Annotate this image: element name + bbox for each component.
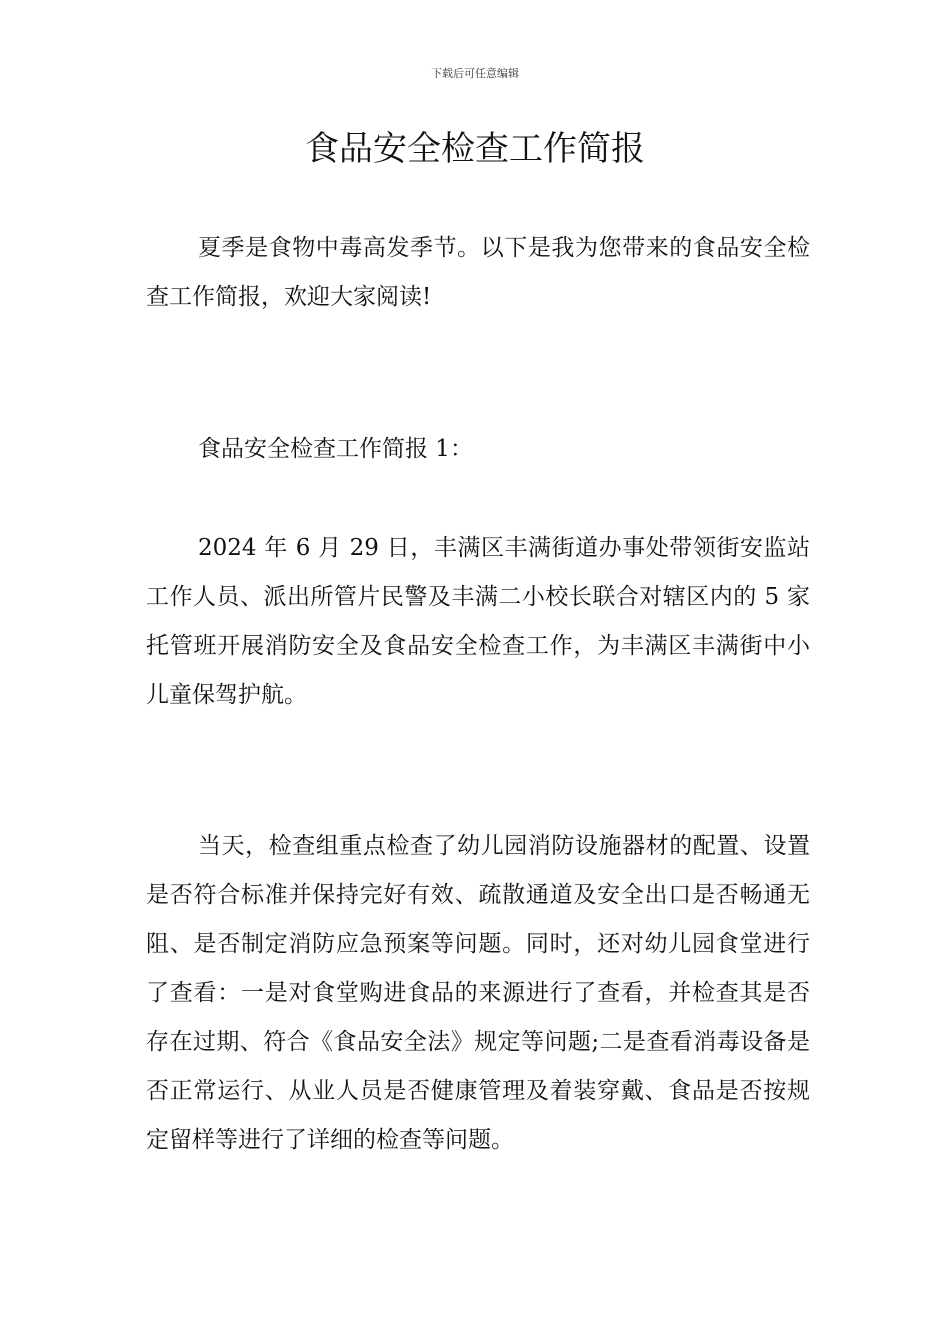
- document-title: 食品安全检查工作简报: [305, 129, 645, 169]
- header-note: 下载后可任意编辑: [431, 67, 519, 80]
- event-paragraph: 2024 年 6 月 29 日，丰满区丰满街道办事处带领街安监站工作人员、派出所管片民警及丰满二小校长联合对辖区内的 5 家托管班开展消防安全及食品安全检查工作，为丰满区丰满街中小儿童保驾护航。: [146, 535, 810, 708]
- section-heading-paragraph: 食品安全检查工作简报 1：: [198, 436, 473, 462]
- inspection-details-paragraph: 当天，检查组重点检查了幼儿园消防设施器材的配置、设置是否符合标准并保持完好有效、疏散通道及安全出口是否畅通无阻、是否制定消防应急预案等问题。同时，还对幼儿园食堂进行了查看：一是对食堂购进食品的来源进行了查看，并检查其是否存在过期、符合《食品安全法》规定等问题;二是查看消毒设备是否正常运行、从业人员是否健康管理及着装穿戴、食品是否按规定留样等进行了详细的检查等问题。: [146, 833, 810, 1153]
- intro-paragraph: 夏季是食物中毒高发季节。以下是我为您带来的食品安全检查工作简报，欢迎大家阅读!: [146, 235, 810, 310]
